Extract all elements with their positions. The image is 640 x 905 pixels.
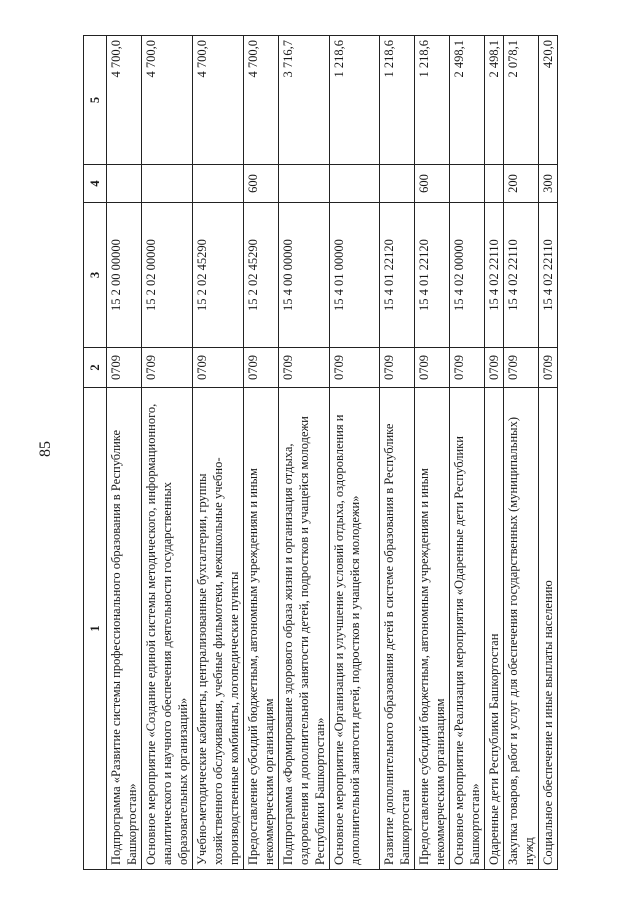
table-row [107,36,142,870]
row-code: 0709 [485,348,504,388]
table-body [107,36,558,870]
row-type [279,165,330,203]
row-target: 15 4 02 22110 [539,203,558,348]
row-amount: 1 218,6 [330,36,380,165]
row-target: 15 4 01 22120 [415,203,450,348]
row-code: 0709 [107,348,142,388]
row-amount: 1 218,6 [415,36,450,165]
header-col-4: 4 [84,165,107,203]
table-row [415,36,450,870]
row-name: Основное мероприятие «Реализация мероприятия «Одаренные дети Республики Башкортостан» [450,388,485,870]
row-name: Предоставление субсидий бюджетным, автономным учреждениям и иным некоммерческим организациям [244,388,279,870]
row-name: Социальное обеспечение и иные выплаты населению [539,388,558,870]
rotated-table-container [83,36,579,870]
page-number: 85 [37,441,54,457]
row-type: 600 [415,165,450,203]
header-col-1: 1 [84,388,107,870]
row-code: 0709 [193,348,244,388]
table-row [539,36,558,870]
row-type [450,165,485,203]
row-code: 0709 [380,348,415,388]
table-row [450,36,485,870]
row-amount: 4 700,0 [107,36,142,165]
row-amount: 4 700,0 [142,36,193,165]
row-target: 15 4 02 22110 [504,203,539,348]
budget-table [83,35,558,870]
table-row [485,36,504,870]
row-target: 15 4 02 22110 [485,203,504,348]
row-code: 0709 [539,348,558,388]
row-code: 0709 [504,348,539,388]
row-type [330,165,380,203]
row-code: 0709 [142,348,193,388]
header-col-3: 3 [84,203,107,348]
row-code: 0709 [330,348,380,388]
row-amount: 1 218,6 [380,36,415,165]
row-target: 15 2 00 00000 [107,203,142,348]
row-target: 15 4 01 22120 [380,203,415,348]
row-amount: 4 700,0 [244,36,279,165]
row-type [193,165,244,203]
row-name: Основное мероприятие «Организация и улучшение условий отдыха, оздоровления и дополнительной занятости детей, подростков и учащейся молодежи» [330,388,380,870]
table-row [193,36,244,870]
row-target: 15 2 02 00000 [142,203,193,348]
row-amount: 2 498,1 [485,36,504,165]
row-name: Предоставление субсидий бюджетным, автономным учреждениям и иным некоммерческим организациям [415,388,450,870]
row-target: 15 4 02 00000 [450,203,485,348]
row-amount: 4 700,0 [193,36,244,165]
row-name: Основное мероприятие «Создание единой системы методического, информационного, аналитического и научного обеспечения деятельности государственных образовательных организаций» [142,388,193,870]
row-target: 15 4 00 00000 [279,203,330,348]
row-type: 300 [539,165,558,203]
row-type: 200 [504,165,539,203]
row-type [107,165,142,203]
row-code: 0709 [415,348,450,388]
row-name: Подпрограмма «Формирование здорового образа жизни и организация отдыха, оздоровления и дополнительной занятости детей, подростков и учащейся молодежи Республики Башкортостан» [279,388,330,870]
row-type [485,165,504,203]
row-type: 600 [244,165,279,203]
row-amount: 3 716,7 [279,36,330,165]
row-name: Одаренные дети Республики Башкортостан [485,388,504,870]
row-target: 15 4 01 00000 [330,203,380,348]
row-name: Развитие дополнительного образования детей в системе образования в Республике Башкортостан [380,388,415,870]
row-code: 0709 [244,348,279,388]
table-row [380,36,415,870]
row-name: Подпрограмма «Развитие системы профессионального образования в Республике Башкортостан» [107,388,142,870]
row-amount: 2 498,1 [450,36,485,165]
row-name: Закупка товаров, работ и услуг для обеспечения государственных (муниципальных) нужд [504,388,539,870]
row-target: 15 2 02 45290 [193,203,244,348]
table-row [142,36,193,870]
table-row [279,36,330,870]
row-target: 15 2 02 45290 [244,203,279,348]
row-amount: 420,0 [539,36,558,165]
table-row [330,36,380,870]
row-type [380,165,415,203]
row-code: 0709 [279,348,330,388]
header-col-2: 2 [84,348,107,388]
row-name: Учебно-методические кабинеты, централизованные бухгалтерии, группы хозяйственного обслуживания, учебные фильмотеки, межшкольные учебно-производственные комбинаты, логопедические пункты [193,388,244,870]
table-header-row [84,36,107,870]
table-row [244,36,279,870]
header-col-5: 5 [84,36,107,165]
table-row [504,36,539,870]
row-code: 0709 [450,348,485,388]
row-amount: 2 078,1 [504,36,539,165]
row-type [142,165,193,203]
